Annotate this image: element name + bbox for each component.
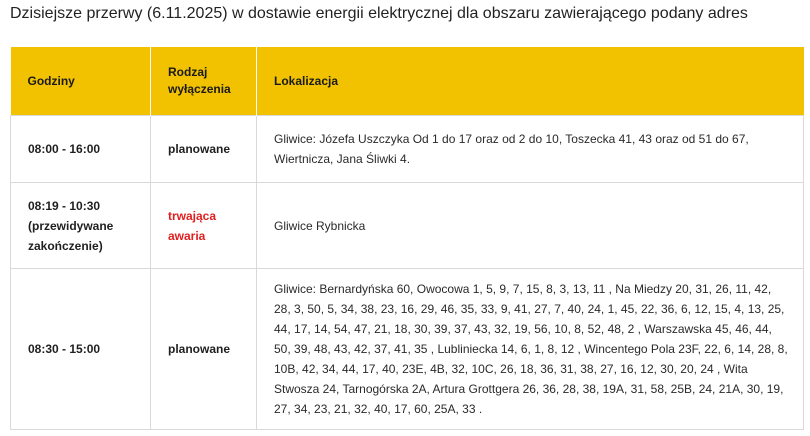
column-header-type [151, 47, 257, 116]
row-outage-type [151, 183, 257, 269]
row-location: Gliwice: Józefa Uszczyka Od 1 do 17 oraz od 2 do 10, Toszecka 41, 43 oraz od 51 do 67, Wiertnicza, Jana Śliwki 4. [257, 116, 804, 183]
row-outage-type-line1: trwająca [168, 208, 217, 223]
row-hours-line3: zakończenie) [28, 238, 103, 253]
table-row [11, 269, 804, 430]
row-hours [11, 183, 151, 269]
column-header-type-line2: wyłączenia [168, 82, 231, 96]
column-header-location: Lokalizacja [257, 47, 804, 116]
column-header-hours: Godziny [11, 47, 151, 116]
row-outage-type-line2: awaria [168, 228, 206, 243]
table-header-row [11, 47, 804, 116]
column-header-type-line1: Rodzaj [168, 65, 208, 79]
row-location: Gliwice: Bernardyńska 60, Owocowa 1, 5, 9, 7, 15, 8, 3, 13, 11 , Na Miedzy 20, 31, 26, 11, 42, 28, 3, 50, 5, 34, 38, 23, 16, 29, 46, 35, 33, 9, 41, 27, 7, 40, 24, 1, 45, 22, 36, 6, 12, 15, 4, 13, 25, 44, 17, 14, 54, 47, 21, 18, 30, 39, 37, 43, 32, 19, 56, 10, 8, 52, 48, 2 , Warszawska 45, 46, 44, 50, 39, 48, 43, 42, 37, 41, 35 , Lubliniecka 14, 6, 1, 8, 12 , Wincentego Pola 23F, 22, 6, 14, 28, 8, 10B, 42, 34, 44, 17, 40, 23E, 4B, 32, 10C, 26, 18, 36, 31, 38, 27, 16, 12, 30, 20, 24 , Wita Stwosza 24, Tarnogórska 2A, Artura Grottgera 26, 36, 28, 38, 19A, 31, 58, 25B, 24, 21A, 30, 19, 27, 34, 23, 21, 32, 40, 17, 60, 25A, 33 . [257, 269, 804, 430]
row-hours: 08:30 - 15:00 [11, 269, 151, 430]
row-hours-line1: 08:19 - 10:30 [28, 198, 101, 213]
page-title: Dzisiejsze przerwy (6.11.2025) w dostawie energii elektrycznej dla obszaru zawierającego podany adres [10, 5, 748, 22]
row-outage-type: planowane [151, 116, 257, 183]
row-location: Gliwice Rybnicka [257, 183, 804, 269]
row-hours-line2: (przewidywane [28, 218, 114, 233]
table-row [11, 183, 804, 269]
row-hours: 08:00 - 16:00 [11, 116, 151, 183]
table-row [11, 116, 804, 183]
row-outage-type: planowane [151, 269, 257, 430]
outages-table [10, 47, 804, 430]
